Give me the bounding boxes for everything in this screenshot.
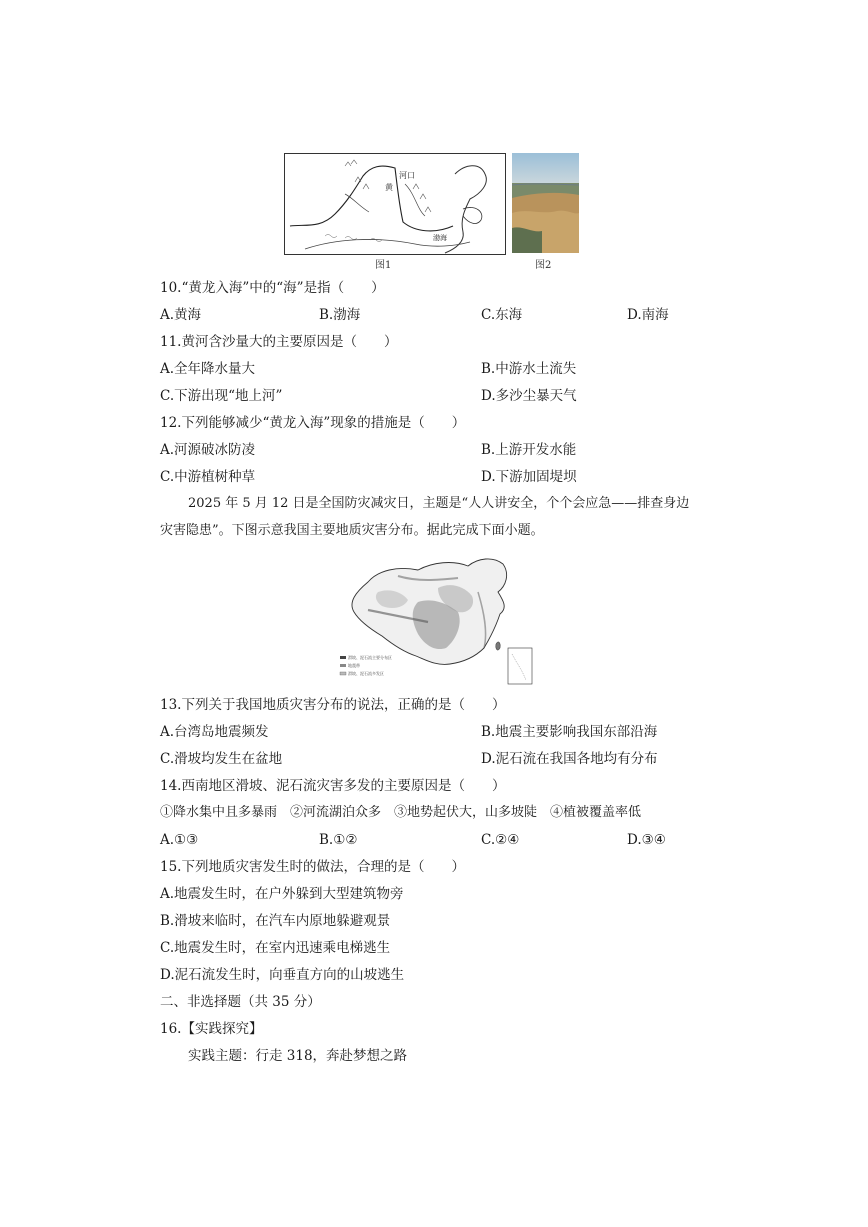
q11-option-b: B.中游水土流失: [481, 361, 577, 377]
yellow-river-sketch: [285, 154, 505, 254]
china-map-svg: [338, 552, 536, 688]
q14-items: ①降水集中且多暴雨 ②河流湖泊众多 ③地势起伏大，山多坡陡 ④植被覆盖率低: [160, 805, 642, 820]
q13-option-a: A.台湾岛地震频发: [160, 724, 269, 740]
q11-option-c: C.下游出现“地上河”: [160, 388, 283, 404]
map-mark-huang: 黄: [385, 183, 393, 192]
q12-option-c: C.中游植树种草: [160, 469, 256, 485]
q13-option-c: C.滑坡均发生在盆地: [160, 751, 283, 767]
map-legend-2: 地震带: [348, 663, 360, 668]
q11-stem: 11.黄河含沙量大的主要原因是（ ）: [160, 334, 398, 350]
q13-option-b: B.地震主要影响我国东部沿海: [481, 724, 658, 740]
map-legend-1: 滑坡、泥石流主要分布区: [348, 655, 392, 660]
q13-stem: 13.下列关于我国地质灾害分布的说法，正确的是（ ）: [160, 697, 506, 713]
q10-option-d: D.南海: [627, 307, 669, 323]
q14-stem: 14.西南地区滑坡、泥石流灾害多发的主要原因是（ ）: [160, 778, 506, 794]
q16-title: 16.【实践探究】: [160, 1021, 263, 1037]
hekou-label: 河口: [399, 171, 415, 180]
q10-option-c: C.东海: [481, 307, 523, 323]
river-mouth-photo: [512, 153, 579, 253]
q15-option-b: B.滑坡来临时，在汽车内原地躲避观景: [160, 913, 391, 929]
q11-option-d: D.多沙尘暴天气: [481, 388, 577, 404]
figure-1-map: [284, 153, 506, 255]
intro-line-2: 灾害隐患”。下图示意我国主要地质灾害分布。据此完成下面小题。: [160, 523, 544, 538]
q15-stem: 15.下列地质灾害发生时的做法，合理的是（ ）: [160, 859, 465, 875]
q10-option-a: A.黄海: [160, 307, 202, 323]
q14-option-a: A.①③: [160, 832, 199, 848]
q11-option-a: A.全年降水量大: [160, 361, 256, 377]
q14-option-b: B.①②: [319, 832, 358, 848]
intro-line-1: 2025 年 5 月 12 日是全国防灾减灾日，主题是“人人讲安全，个个会应急——排查身边: [188, 496, 690, 511]
q15-option-d: D.泥石流发生时，向垂直方向的山坡逃生: [160, 967, 405, 983]
figure-2-caption: 图2: [535, 260, 552, 271]
q16-theme: 实践主题：行走 318，奔赴梦想之路: [188, 1048, 408, 1064]
map-legend-3: 滑坡、泥石流多发区: [348, 671, 384, 676]
q15-option-c: C.地震发生时，在室内迅速乘电梯逃生: [160, 940, 391, 956]
q15-option-a: A.地震发生时，在户外躲到大型建筑物旁: [160, 886, 404, 902]
q12-option-b: B.上游开发水能: [481, 442, 577, 458]
q12-option-d: D.下游加固堤坝: [481, 469, 577, 485]
q10-stem: 10.“黄龙入海”中的“海”是指（ ）: [160, 280, 385, 296]
q12-option-a: A.河源破冰防凌: [160, 442, 256, 458]
q10-option-b: B.渤海: [319, 307, 361, 323]
figure-2-photo: [512, 153, 579, 253]
q14-option-c: C.②④: [481, 832, 520, 848]
figure-1-caption: 图1: [375, 260, 392, 271]
china-hazard-map: [338, 552, 536, 688]
bohai-label: 渤海: [433, 234, 447, 242]
q14-option-d: D.③④: [627, 832, 666, 848]
section-2-heading: 二、非选择题（共 35 分）: [160, 994, 321, 1010]
q13-option-d: D.泥石流在我国各地均有分布: [481, 751, 658, 767]
q12-stem: 12.下列能够减少“黄龙入海”现象的措施是（ ）: [160, 415, 466, 431]
